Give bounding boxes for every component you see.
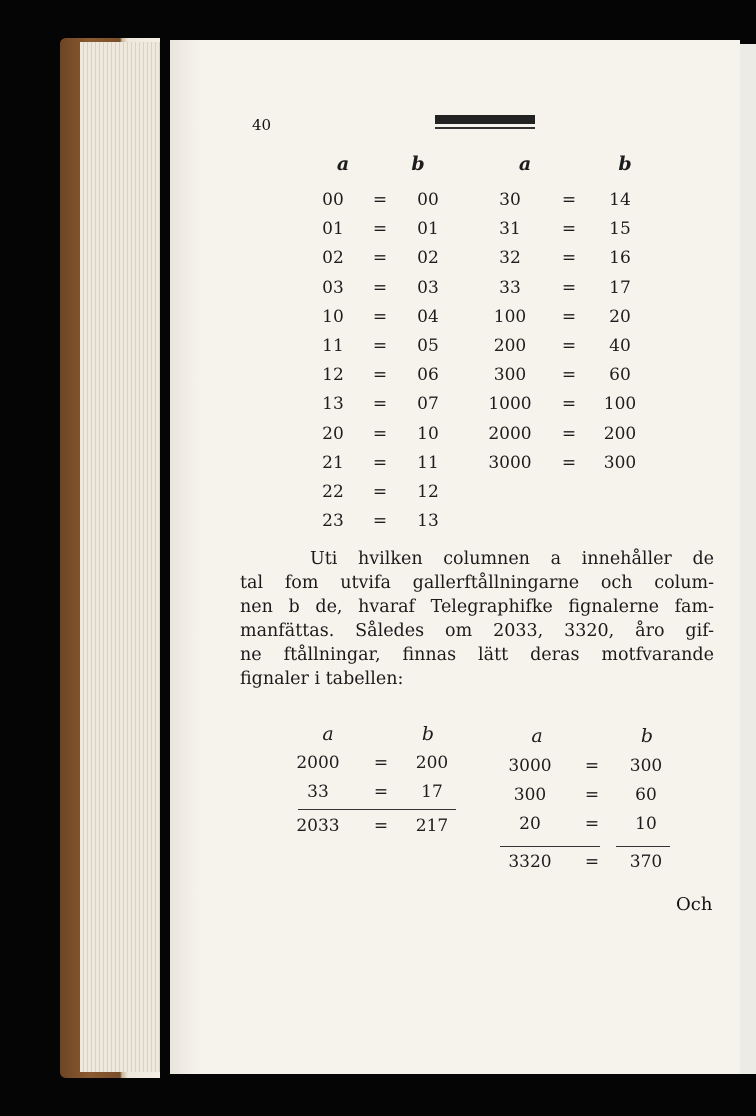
- example-header-a: a: [531, 725, 543, 747]
- table-cell-b: 16: [609, 248, 631, 269]
- table-cell-b: 300: [603, 452, 637, 473]
- table-cell-a: 13: [322, 394, 344, 415]
- equals-sign: =: [584, 814, 600, 834]
- table-cell-b: 20: [609, 306, 631, 327]
- example-header-b: b: [640, 725, 654, 747]
- equals-sign: =: [561, 394, 577, 415]
- equals-sign: =: [372, 277, 388, 298]
- example-cell-b: 10: [635, 814, 657, 834]
- equals-sign: =: [372, 394, 388, 415]
- equals-sign: =: [372, 482, 388, 502]
- table-cell-a: 20: [322, 423, 344, 444]
- equals-sign: =: [372, 336, 388, 356]
- example-total-cell-a: 2033: [296, 816, 340, 836]
- table-cell-a: 02: [322, 248, 344, 269]
- equals-sign: =: [561, 306, 577, 327]
- equals-sign: =: [584, 852, 600, 872]
- equals-sign: =: [561, 277, 577, 298]
- conversion-table: [170, 40, 740, 540]
- example-cell-a: 20: [519, 814, 541, 834]
- table-cell-a: 10: [322, 306, 344, 327]
- paragraph-line: tal fom utvifa gallerftållningarne och colum-: [240, 573, 714, 593]
- paragraph-line: nen b de, hvaraf Telegraphifke fignalerne fam-: [240, 597, 714, 617]
- table-cell-b: 10: [417, 423, 439, 444]
- table-cell-b: 12: [417, 482, 439, 502]
- table-cell-a: 03: [322, 277, 344, 298]
- catchword: Och: [676, 894, 713, 915]
- equals-sign: =: [561, 190, 577, 210]
- paragraph-line: Uti hvilken columnen a innehåller de: [310, 549, 714, 569]
- equals-sign: =: [372, 511, 388, 532]
- paragraph-line: manfättas. Således om 2033, 3320, åro gif-: [240, 621, 714, 641]
- example-total-cell-a: 3320: [508, 852, 552, 872]
- example-total-cell-b: 370: [629, 852, 663, 872]
- table-cell-b: 40: [609, 336, 631, 356]
- table-cell-a: 30: [499, 190, 521, 210]
- equals-sign: =: [561, 248, 577, 269]
- equals-sign: =: [584, 785, 600, 805]
- table-cell-a: 31: [499, 219, 521, 240]
- table-cell-a: 33: [499, 277, 521, 298]
- table-cell-a: 01: [322, 219, 344, 240]
- table-cell-b: 15: [609, 219, 631, 240]
- example-header-a: a: [322, 723, 334, 745]
- example-cell-a: 300: [513, 785, 547, 805]
- example-header-b: b: [421, 723, 435, 745]
- book-page: [170, 40, 740, 1074]
- table-cell-b: 02: [417, 248, 439, 269]
- equals-sign: =: [561, 219, 577, 240]
- example-cell-a: 33: [307, 782, 329, 802]
- equals-sign: =: [561, 423, 577, 444]
- table-cell-b: 01: [417, 219, 439, 240]
- example-cell-b: 200: [415, 753, 449, 773]
- example-cell-b: 17: [421, 782, 443, 802]
- example-total-cell-b: 217: [415, 816, 449, 836]
- table-cell-b: 100: [603, 394, 637, 415]
- equals-sign: =: [372, 365, 388, 386]
- table-cell-b: 04: [417, 306, 439, 327]
- equals-sign: =: [584, 756, 600, 776]
- table-cell-b: 07: [417, 394, 439, 415]
- example-cell-b: 60: [635, 785, 657, 805]
- table-cell-b: 11: [417, 452, 439, 473]
- table-header-a-right: a: [518, 153, 532, 175]
- example-cell-a: 3000: [508, 756, 552, 776]
- equals-sign: =: [561, 336, 577, 356]
- table-cell-b: 03: [417, 277, 439, 298]
- equals-sign: =: [372, 219, 388, 240]
- table-cell-a: 2000: [488, 423, 532, 444]
- equals-sign: =: [373, 753, 389, 773]
- page-number: 40: [252, 116, 272, 134]
- table-cell-a: 300: [493, 365, 527, 386]
- sum-rule: [298, 809, 456, 810]
- paragraph-line: fignaler i tabellen:: [240, 669, 404, 689]
- table-cell-b: 60: [609, 365, 631, 386]
- table-cell-a: 00: [322, 190, 344, 210]
- equals-sign: =: [372, 452, 388, 473]
- table-cell-b: 00: [417, 190, 439, 210]
- equals-sign: =: [561, 452, 577, 473]
- table-cell-a: 22: [322, 482, 344, 502]
- example-cell-a: 2000: [296, 753, 340, 773]
- page-edges: [80, 42, 160, 1072]
- table-cell-a: 21: [322, 452, 344, 473]
- equals-sign: =: [373, 782, 389, 802]
- table-cell-b: 05: [417, 336, 439, 356]
- equals-sign: =: [373, 816, 389, 836]
- equals-sign: =: [372, 423, 388, 444]
- equals-sign: =: [561, 365, 577, 386]
- table-cell-a: 11: [322, 336, 344, 356]
- table-header-b-left: b: [411, 153, 425, 175]
- table-cell-a: 32: [499, 248, 521, 269]
- equals-sign: =: [372, 248, 388, 269]
- table-cell-a: 100: [493, 306, 527, 327]
- table-cell-b: 06: [417, 365, 439, 386]
- table-cell-a: 1000: [488, 394, 532, 415]
- facing-page-edge: [738, 44, 756, 1074]
- table-header-a-left: a: [336, 153, 350, 175]
- table-cell-a: 23: [322, 511, 344, 532]
- table-cell-b: 13: [417, 511, 439, 532]
- table-cell-a: 3000: [488, 452, 532, 473]
- table-cell-b: 17: [609, 277, 631, 298]
- equals-sign: =: [372, 306, 388, 327]
- table-cell-b: 14: [609, 190, 631, 210]
- paragraph-line: ne ftållningar, finnas lätt deras motfvarande: [240, 645, 714, 665]
- table-cell-b: 200: [603, 423, 637, 444]
- table-header-b-right: b: [618, 153, 632, 175]
- example-cell-b: 300: [629, 756, 663, 776]
- table-cell-a: 200: [493, 336, 527, 356]
- sum-rule: [616, 846, 670, 847]
- equals-sign: =: [372, 190, 388, 210]
- body-paragraph: [240, 547, 714, 691]
- sum-rule: [500, 846, 600, 847]
- table-cell-a: 12: [322, 365, 344, 386]
